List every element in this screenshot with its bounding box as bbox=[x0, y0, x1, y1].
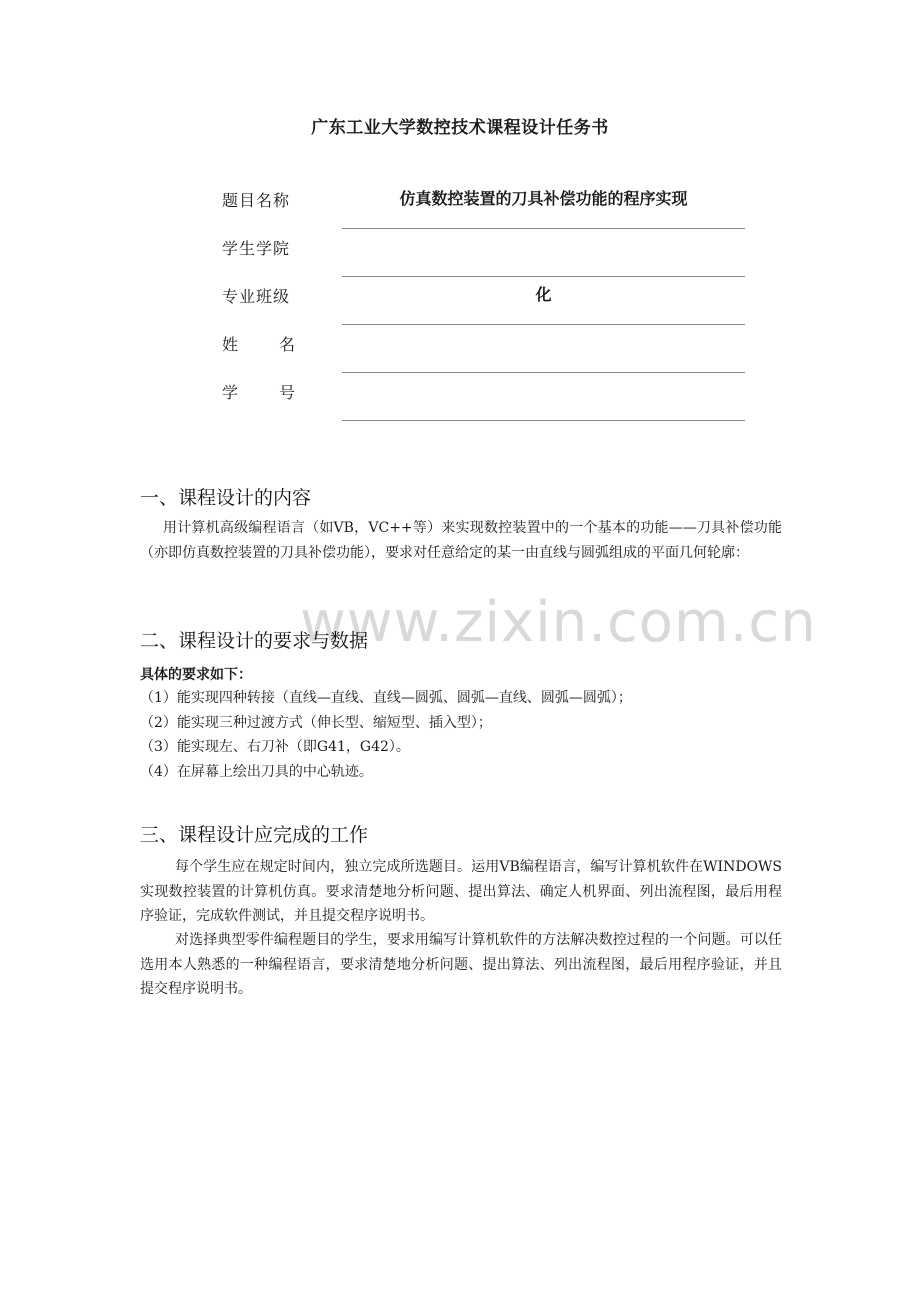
section3-paragraph-1: 每个学生应在规定时间内，独立完成所选题目。运用VB编程语言，编写计算机软件在WINDOWS实现数控装置的计算机仿真。要求清楚地分析问题、提出算法、确定人机界面、列出流程图，最后用程序验证，完成软件测试，并且提交程序说明书。 bbox=[140, 859, 782, 924]
name-label bbox=[222, 332, 296, 355]
college-value-field bbox=[342, 228, 745, 277]
id-value bbox=[342, 372, 745, 378]
topic-value: 仿真数控装置的刀具补偿功能的程序实现 bbox=[399, 189, 688, 208]
form-row-name bbox=[222, 324, 745, 372]
form-row-topic bbox=[222, 180, 745, 228]
id-value-field bbox=[342, 372, 745, 421]
id-label-char: 学 bbox=[222, 383, 240, 402]
requirements-title: 具体的要求如下： bbox=[140, 667, 252, 683]
major-label: 专业班级 bbox=[222, 287, 291, 306]
watermark: www.zixin.com.cn bbox=[300, 590, 817, 655]
section1-text: 用计算机高级编程语言（如VB，VC++等）来实现数控装置中的一个基本的功能——刀具补偿功能（亦即仿真数控装置的刀具补偿功能），要求对任意给定的某一由直线与圆弧组成的平面几何轮廓： bbox=[140, 520, 782, 561]
name-value-field bbox=[342, 324, 745, 373]
section3-paragraph-2: 对选择典型零件编程题目的学生，要求用编写计算机软件的方法解决数控过程的一个问题。可以任选用本人熟悉的一种编程语言，要求清楚地分析问题、提出算法、列出流程图，最后用程序验证，并且提交程序说明书。 bbox=[140, 932, 782, 997]
name-label-char: 名 bbox=[278, 335, 296, 354]
requirement-item: （4）在屏幕上绘出刀具的中心轨迹。 bbox=[140, 763, 373, 780]
college-label: 学生学院 bbox=[222, 239, 291, 258]
requirement-item: （3）能实现左、右刀补（即G41，G42）。 bbox=[140, 739, 410, 755]
college-value bbox=[342, 228, 745, 234]
section2-heading: 二、课程设计的要求与数据 bbox=[140, 630, 369, 652]
section3-heading: 三、课程设计应完成的工作 bbox=[140, 824, 369, 846]
cover-form bbox=[222, 180, 745, 420]
requirement-item: （1）能实现四种转接（直线—直线、直线—圆弧、圆弧—直线、圆弧—圆弧）； bbox=[140, 690, 632, 706]
form-row-id bbox=[222, 372, 745, 420]
section1-heading: 一、课程设计的内容 bbox=[140, 487, 312, 509]
document-title: 广东工业大学数控技术课程设计任务书 bbox=[311, 118, 609, 138]
form-row-major bbox=[222, 276, 745, 324]
name-value bbox=[342, 324, 745, 330]
major-value: 化 bbox=[535, 285, 552, 304]
id-label-char: 号 bbox=[278, 383, 296, 402]
topic-value-field bbox=[342, 180, 745, 229]
form-row-college bbox=[222, 228, 745, 276]
requirements-list bbox=[140, 686, 780, 784]
name-label-char: 姓 bbox=[222, 335, 240, 354]
major-value-field bbox=[342, 276, 745, 325]
topic-label: 题目名称 bbox=[222, 191, 291, 210]
id-label bbox=[222, 380, 296, 403]
requirement-item: （2）能实现三种过渡方式（伸长型、缩短型、插入型）； bbox=[140, 714, 492, 731]
